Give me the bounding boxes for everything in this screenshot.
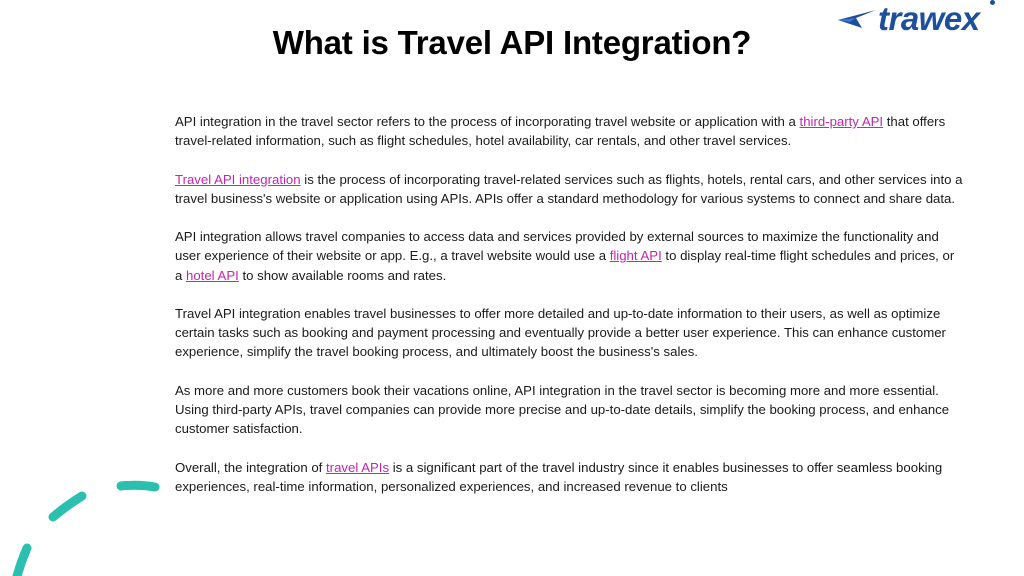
paragraph-2 — [175, 170, 965, 208]
paragraph-text: that offers travel-related information, such as flight schedules, hotel availability, car rentals, and other travel services. — [175, 114, 946, 149]
decorative-dashed-curve — [0, 470, 170, 576]
paragraph-4: Travel API integration enables travel businesses to offer more detailed and up-to-date information to their users, as well as optimize certain tasks such as booking and payment processing and eventually provide a better user experience. This can enhance customer experience, simplify the travel booking process, and ultimately boost the business's sales. — [175, 305, 946, 360]
logo-dot — [990, 0, 995, 5]
body-text — [175, 112, 965, 515]
third-party-api-link[interactable]: third-party API — [799, 114, 884, 129]
travel-apis-link[interactable]: travel APIs — [326, 459, 390, 475]
hotel-api-link[interactable]: hotel API — [186, 267, 239, 283]
paragraph-1 — [175, 112, 965, 150]
page-title: What is Travel API Integration? — [272, 24, 752, 61]
paragraph-6 — [175, 458, 965, 496]
swoosh-arrow-icon — [836, 6, 878, 30]
paragraph-text: is a significant part of the travel industry since it enables businesses to offer seamless booking experiences, real-time information, personalized experiences, and increased revenue to clients — [175, 459, 943, 494]
paragraph-text: API integration in the travel sector refers to the process of incorporating travel website or application with a — [175, 114, 800, 129]
paragraph-text: to show available rooms and rates. — [238, 267, 447, 283]
flight-api-link[interactable]: flight API — [609, 248, 662, 264]
paragraph-text: is the process of incorporating travel-related services such as flights, hotels, rental cars, and other services into a travel business's website or application using APIs. APIs offer a standard methodology for various systems to connect and share data. — [175, 171, 963, 206]
paragraph-5: As more and more customers book their vacations online, API integration in the travel sector is becoming more and more essential. Using third-party APIs, travel companies can provide more precise and up-to-date details, simplify the booking process, and enhance customer satisfaction. — [175, 382, 950, 437]
paragraph-3 — [175, 227, 965, 285]
brand-logo[interactable] — [836, 0, 1016, 40]
travel-api-integration-link[interactable]: Travel API integration — [175, 171, 301, 187]
paragraph-text: API integration allows travel companies to access data and services provided by external sources to maximize the functionality and user experience of their website or app. E.g., a travel website would use a — [175, 229, 939, 264]
paragraph-text: Overall, the integration of — [175, 459, 327, 475]
logo-text: trawex — [878, 0, 980, 37]
paragraph-text: to display real-time flight schedules and prices, or a — [175, 248, 955, 283]
